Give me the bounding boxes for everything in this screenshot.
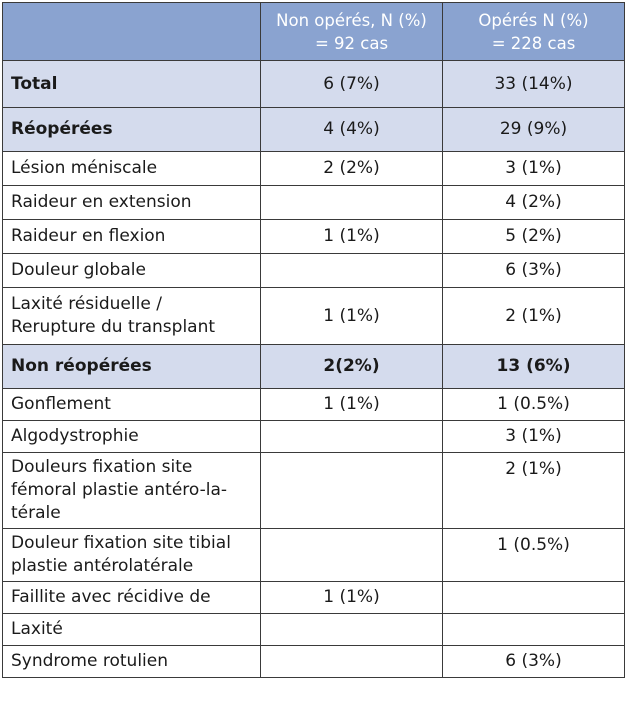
header-non-operes-line2: = 92 cas bbox=[314, 33, 389, 53]
cell-operes: 1 (0.5%) bbox=[443, 389, 625, 421]
cell-operes bbox=[443, 614, 625, 646]
table-row-non-reoperees bbox=[3, 345, 625, 389]
header-empty-cell bbox=[3, 3, 261, 61]
row-label-line3: térale bbox=[11, 503, 61, 523]
cell-non-operes: 2(2%) bbox=[261, 345, 443, 389]
cell-operes: 3 (1%) bbox=[443, 421, 625, 453]
table-row bbox=[3, 421, 625, 453]
row-label: Non réopérées bbox=[3, 345, 261, 389]
table-row bbox=[3, 152, 625, 186]
cell-non-operes: 4 (4%) bbox=[261, 108, 443, 152]
row-label bbox=[3, 453, 261, 529]
cell-operes: 1 (0.5%) bbox=[443, 529, 625, 582]
row-label: Gonflement bbox=[3, 389, 261, 421]
table-row bbox=[3, 389, 625, 421]
table-row bbox=[3, 529, 625, 582]
row-label bbox=[3, 529, 261, 582]
cell-non-operes: 1 (1%) bbox=[261, 288, 443, 345]
row-label: Raideur en extension bbox=[3, 186, 261, 220]
cell-operes: 4 (2%) bbox=[443, 186, 625, 220]
cell-non-operes bbox=[261, 186, 443, 220]
cell-non-operes bbox=[261, 529, 443, 582]
cell-non-operes: 1 (1%) bbox=[261, 582, 443, 614]
cell-operes bbox=[443, 582, 625, 614]
table-row-reoperees bbox=[3, 108, 625, 152]
row-label-line2: Rerupture du transplant bbox=[11, 317, 216, 337]
row-label-line1: Laxité résiduelle / bbox=[11, 294, 162, 314]
row-label-line2: fémoral plastie antéro-la- bbox=[11, 480, 228, 500]
cell-operes: 2 (1%) bbox=[443, 453, 625, 529]
cell-non-operes: 2 (2%) bbox=[261, 152, 443, 186]
cell-non-operes bbox=[261, 646, 443, 678]
row-label: Faillite avec récidive de bbox=[3, 582, 261, 614]
cell-operes: 3 (1%) bbox=[443, 152, 625, 186]
table-row-total bbox=[3, 61, 625, 108]
row-label: Douleur globale bbox=[3, 254, 261, 288]
table-row bbox=[3, 453, 625, 529]
table-row bbox=[3, 582, 625, 614]
row-label: Total bbox=[3, 61, 261, 108]
row-label: Réopérées bbox=[3, 108, 261, 152]
header-row bbox=[3, 3, 625, 61]
cell-operes: 29 (9%) bbox=[443, 108, 625, 152]
header-operes bbox=[443, 3, 625, 61]
row-label: Algodystrophie bbox=[3, 421, 261, 453]
cell-non-operes: 6 (7%) bbox=[261, 61, 443, 108]
cell-operes: 2 (1%) bbox=[443, 288, 625, 345]
table-row bbox=[3, 254, 625, 288]
table-row bbox=[3, 288, 625, 345]
row-label: Raideur en flexion bbox=[3, 220, 261, 254]
table-row bbox=[3, 614, 625, 646]
row-label-line2: plastie antérolatérale bbox=[11, 556, 194, 576]
table-row bbox=[3, 220, 625, 254]
table-row bbox=[3, 646, 625, 678]
row-label bbox=[3, 288, 261, 345]
header-operes-line1: Opérés N (%) bbox=[478, 10, 589, 30]
complications-table bbox=[2, 2, 625, 678]
cell-operes: 5 (2%) bbox=[443, 220, 625, 254]
cell-operes: 33 (14%) bbox=[443, 61, 625, 108]
cell-operes: 6 (3%) bbox=[443, 254, 625, 288]
cell-non-operes bbox=[261, 453, 443, 529]
cell-operes: 13 (6%) bbox=[443, 345, 625, 389]
table-row bbox=[3, 186, 625, 220]
header-operes-line2: = 228 cas bbox=[491, 33, 576, 53]
cell-non-operes: 1 (1%) bbox=[261, 220, 443, 254]
row-label: Lésion méniscale bbox=[3, 152, 261, 186]
header-non-operes-line1: Non opérés, N (%) bbox=[276, 10, 427, 30]
cell-non-operes: 1 (1%) bbox=[261, 389, 443, 421]
header-non-operes bbox=[261, 3, 443, 61]
row-label-line1: Douleurs fixation site bbox=[11, 457, 193, 477]
cell-non-operes bbox=[261, 254, 443, 288]
row-label: Syndrome rotulien bbox=[3, 646, 261, 678]
cell-non-operes bbox=[261, 614, 443, 646]
cell-operes: 6 (3%) bbox=[443, 646, 625, 678]
cell-non-operes bbox=[261, 421, 443, 453]
row-label: Laxité bbox=[3, 614, 261, 646]
row-label-line1: Douleur fixation site tibial bbox=[11, 533, 231, 553]
